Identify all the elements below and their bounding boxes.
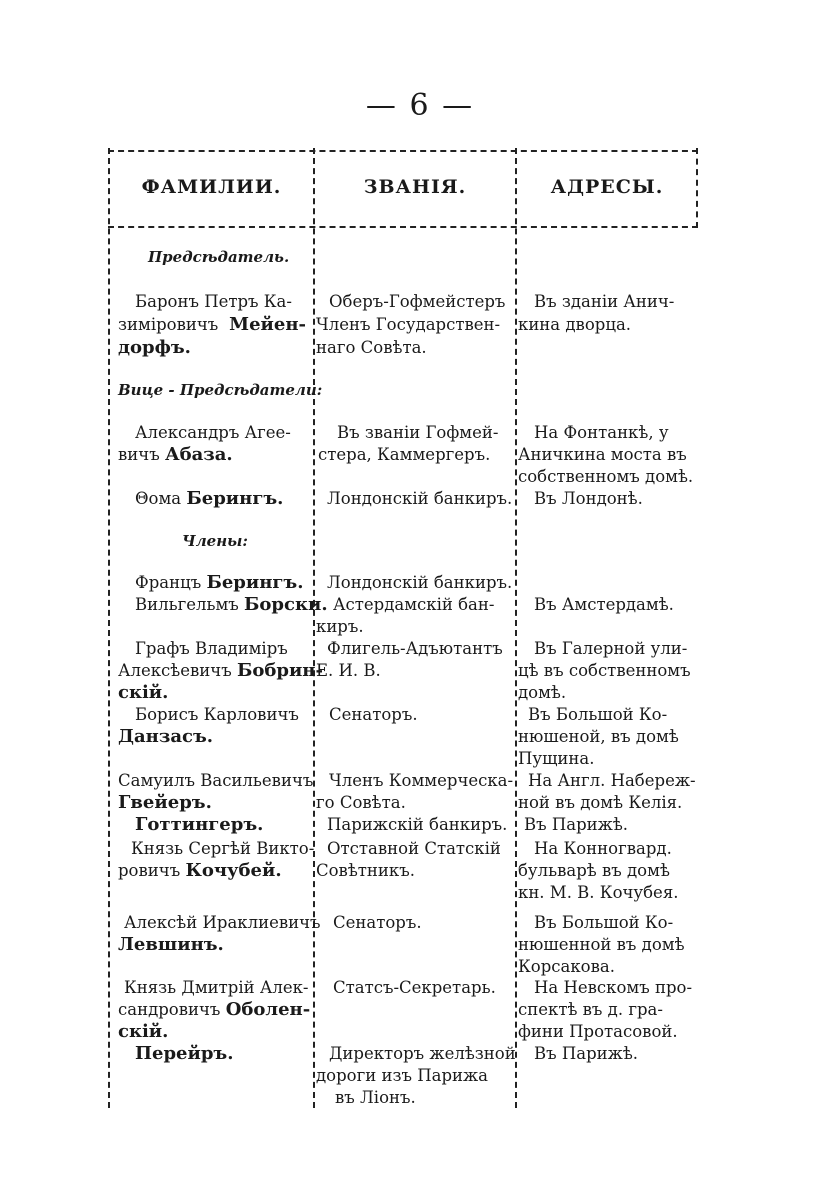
- entry-name: [135, 571, 304, 594]
- entry-rank: Сенаторъ.: [329, 705, 418, 724]
- entry-name: [118, 313, 306, 336]
- surname: Оболен-: [225, 999, 311, 1020]
- header-addresses: АДРЕСЫ.: [550, 176, 664, 198]
- entry-address: Въ Парижѣ.: [534, 1044, 639, 1063]
- entry-address: собственномъ домѣ.: [518, 467, 694, 486]
- entry-address: домѣ.: [518, 683, 567, 702]
- entry-address: фини Протасовой.: [518, 1022, 678, 1041]
- entry-rank: дороги изъ Парижа: [316, 1066, 489, 1085]
- entry-rank: го Совѣта.: [316, 793, 406, 812]
- entry-rank: Членъ Коммерческа-: [329, 771, 514, 790]
- column-divider-1: [313, 148, 315, 1108]
- entry-address: На Невскомъ про-: [534, 978, 693, 997]
- entry-name: [118, 659, 323, 682]
- entry-name: [135, 593, 328, 616]
- entry-rank: Парижскій банкиръ.: [327, 815, 508, 834]
- entry-rank: Оберъ-Гофмейстеръ: [329, 292, 506, 311]
- entry-rank: Статсъ-Секретарь.: [333, 978, 496, 997]
- name-part: Францъ: [135, 573, 202, 592]
- name-part: Вильгельмъ: [135, 595, 239, 614]
- surname: Готтингеръ.: [135, 814, 264, 835]
- entry-rank: киръ.: [316, 617, 364, 636]
- entry-address: кина дворца.: [518, 315, 632, 334]
- entry-address: нюшеной, въ домѣ: [518, 727, 679, 746]
- entry-rank: въ Ліонъ.: [335, 1088, 416, 1107]
- entry-name: Борисъ Карловичъ: [135, 705, 299, 724]
- entry-name: Баронъ Петръ Ка-: [135, 292, 292, 311]
- entry-address: ной въ домѣ Келія.: [518, 793, 683, 812]
- surname: Берингъ.: [186, 488, 284, 509]
- entry-rank: Лондонскій банкиръ.: [327, 573, 513, 592]
- surname: скій.: [118, 682, 169, 703]
- entry-name: [118, 998, 310, 1021]
- entry-rank: Совѣтникъ.: [316, 861, 415, 880]
- entry-address: бульварѣ въ домѣ: [518, 861, 670, 880]
- name-part: зиміровичъ: [118, 315, 219, 334]
- entry-name: Самуилъ Васильевичъ: [118, 771, 314, 790]
- name-part: ровичъ: [118, 861, 181, 880]
- surname: Левшинъ.: [118, 934, 224, 955]
- section-vice-chairmen: Вице - Предсѣдатели:: [118, 381, 323, 399]
- entry-address: Аничкина моста въ: [518, 445, 687, 464]
- surname: Данзасъ.: [118, 726, 214, 747]
- entry-address: Корсакова.: [518, 957, 615, 976]
- entry-rank: Лондонскій банкиръ.: [327, 489, 513, 508]
- entry-address: Въ Галерной ули-: [534, 639, 688, 658]
- header-bottom-rule: [108, 226, 698, 228]
- entry-rank: Астердамскій бан-: [333, 595, 495, 614]
- entry-name: Графъ Владиміръ: [135, 639, 288, 658]
- entry-address: Въ зданіи Анич-: [534, 292, 675, 311]
- surname: Берингъ.: [206, 572, 304, 593]
- column-divider-2: [515, 148, 517, 1108]
- surname: Перейръ.: [135, 1043, 234, 1064]
- entry-address: кн. М. В. Кочубея.: [518, 883, 679, 902]
- entry-rank: наго Совѣта.: [316, 338, 427, 357]
- entry-address: спектѣ въ д. гра-: [518, 1000, 663, 1019]
- entry-address: Въ Большой Ко-: [528, 705, 668, 724]
- section-members: Члены:: [182, 532, 248, 550]
- entry-address: На Англ. Набереж-: [528, 771, 696, 790]
- entry-name: Князь Сергѣй Викто-: [131, 839, 315, 858]
- name-part: Алексѣевичъ: [118, 661, 232, 680]
- entry-rank: Е. И. В.: [316, 661, 381, 680]
- surname: дорфъ.: [118, 337, 191, 358]
- entry-address: На Фонтанкѣ, у: [534, 423, 669, 442]
- entry-rank: Директоръ желѣзной: [329, 1044, 516, 1063]
- header-surnames: ФАМИЛИИ.: [141, 176, 282, 198]
- entry-address: Въ Парижѣ.: [524, 815, 629, 834]
- entry-address: цѣ въ собственномъ: [518, 661, 691, 680]
- entry-address: Въ Амстердамѣ.: [534, 595, 674, 614]
- surname: скій.: [118, 1021, 169, 1042]
- table-top-rule: [108, 150, 698, 152]
- page-number: — 6 —: [365, 88, 475, 123]
- entry-address: На Конногвард.: [534, 839, 672, 858]
- entry-address: Пущина.: [518, 749, 595, 768]
- surname: Абаза.: [164, 444, 233, 465]
- name-part: сандровичъ: [118, 1000, 221, 1019]
- surname: Бобрин-: [236, 660, 323, 681]
- left-border: [108, 148, 110, 1108]
- entry-rank: Въ званіи Гофмей-: [337, 423, 499, 442]
- entry-rank: Членъ Государствен-: [316, 315, 501, 334]
- entry-name: Князь Дмитрій Алек-: [124, 978, 309, 997]
- entry-name: Александръ Агее-: [135, 423, 291, 442]
- entry-address: нюшенной въ домѣ: [518, 935, 685, 954]
- entry-rank: Отставной Статскій: [327, 839, 501, 858]
- surname: Гвейеръ.: [118, 792, 212, 813]
- entry-address: Въ Большой Ко-: [534, 913, 674, 932]
- entry-rank: стера, Каммергеръ.: [318, 445, 491, 464]
- entry-name: [118, 859, 282, 882]
- name-part: вичъ: [118, 445, 160, 464]
- surname: Мейен-: [229, 314, 306, 335]
- name-part: Θома: [135, 489, 182, 508]
- header-ranks: ЗВАНІЯ.: [363, 176, 467, 198]
- entry-rank: Флигель-Адъютантъ: [327, 639, 503, 658]
- surname: Борски.: [244, 594, 328, 615]
- entry-name: [118, 443, 233, 466]
- entry-name: [135, 487, 283, 510]
- entry-name: Алексѣй Ираклиевичъ: [124, 913, 321, 932]
- surname: Кочубей.: [185, 860, 282, 881]
- section-chairman: Предсѣдатель.: [148, 248, 290, 266]
- entry-address: Въ Лондонѣ.: [534, 489, 643, 508]
- entry-rank: Сенаторъ.: [333, 913, 422, 932]
